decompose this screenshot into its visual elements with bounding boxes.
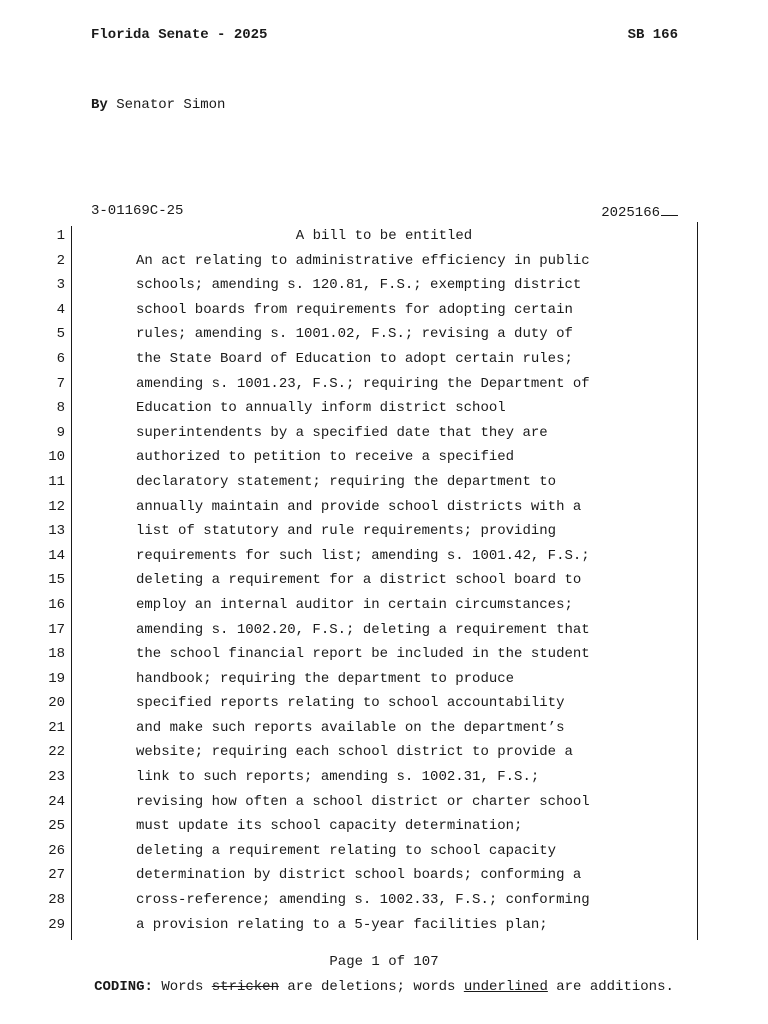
bill-line	[0, 226, 768, 251]
line-number: 12	[48, 498, 65, 515]
bill-file-code-blank	[661, 203, 678, 216]
line-text: amending s. 1002.20, F.S.; deleting a requirement that	[136, 621, 590, 638]
bill-file-code	[601, 203, 678, 221]
bill-line	[0, 915, 768, 940]
coding-underlined-example: underlined	[463, 979, 548, 995]
bill-line	[0, 423, 768, 448]
bill-line	[0, 693, 768, 718]
line-text: revising how often a school district or charter school	[136, 793, 590, 810]
bill-line	[0, 275, 768, 300]
bill-line	[0, 644, 768, 669]
bill-text-lines	[0, 226, 768, 939]
page-indicator: Page 1 of 107	[329, 954, 439, 970]
coding-legend	[0, 979, 768, 995]
line-number: 5	[56, 326, 65, 343]
coding-stricken-example: stricken	[211, 979, 279, 995]
line-number: 9	[56, 424, 65, 441]
bill-line	[0, 742, 768, 767]
bill-line	[0, 251, 768, 276]
line-number: 26	[48, 842, 65, 859]
line-number: 11	[48, 473, 65, 490]
bill-line	[0, 570, 768, 595]
line-number: 2	[56, 252, 65, 269]
line-text: the State Board of Education to adopt certain rules;	[136, 350, 573, 367]
line-text: must update its school capacity determination;	[136, 818, 523, 835]
line-text: annually maintain and provide school districts with a	[136, 498, 582, 515]
line-text: declaratory statement; requiring the department to	[136, 473, 557, 490]
line-number: 19	[48, 670, 65, 687]
line-text: rules; amending s. 1001.02, F.S.; revising a duty of	[136, 326, 573, 343]
bill-line	[0, 324, 768, 349]
bill-line	[0, 841, 768, 866]
bill-line	[0, 374, 768, 399]
bill-line	[0, 620, 768, 645]
line-number: 3	[56, 277, 65, 294]
line-number: 25	[48, 818, 65, 835]
bill-line	[0, 669, 768, 694]
line-number: 16	[48, 596, 65, 613]
line-number: 13	[48, 523, 65, 540]
line-number: 15	[48, 572, 65, 589]
line-number: 29	[48, 916, 65, 933]
line-number: 14	[48, 547, 65, 564]
bill-line	[0, 300, 768, 325]
line-text: and make such reports available on the department’s	[136, 719, 565, 736]
bill-draft-code: 3-01169C-25	[91, 203, 184, 219]
line-number: 27	[48, 867, 65, 884]
line-text: link to such reports; amending s. 1002.31, F.S.;	[136, 769, 540, 786]
bill-number: SB 166	[627, 27, 678, 43]
line-text: superintendents by a specified date that they are	[136, 424, 548, 441]
line-number: 18	[48, 646, 65, 663]
line-text: a provision relating to a 5-year facilities plan;	[136, 916, 548, 933]
bill-line	[0, 767, 768, 792]
line-text: employ an internal auditor in certain circumstances;	[136, 596, 573, 613]
line-number: 4	[56, 301, 65, 318]
bill-line	[0, 595, 768, 620]
line-number: 24	[48, 793, 65, 810]
bill-line	[0, 546, 768, 571]
line-number: 7	[56, 375, 65, 392]
bill-line	[0, 497, 768, 522]
line-number: 21	[48, 719, 65, 736]
bill-line	[0, 816, 768, 841]
line-number: 28	[48, 892, 65, 909]
bill-title-line: A bill to be entitled	[295, 228, 473, 244]
bill-line	[0, 447, 768, 472]
sponsor-prefix: By	[91, 97, 108, 113]
line-number: 1	[56, 228, 65, 244]
sponsor-line	[91, 97, 225, 113]
line-number: 10	[48, 449, 65, 466]
line-text: authorized to petition to receive a specified	[136, 449, 515, 466]
line-text: list of statutory and rule requirements; providing	[136, 523, 557, 540]
bill-line	[0, 472, 768, 497]
coding-deletions-text: are deletions; words	[287, 979, 456, 995]
line-text: requirements for such list; amending s. 1001.42, F.S.;	[136, 547, 590, 564]
sponsor-name: Senator Simon	[116, 97, 226, 113]
document-header-chamber: Florida Senate - 2025	[91, 27, 268, 43]
line-number: 6	[56, 350, 65, 367]
line-text: amending s. 1001.23, F.S.; requiring the Department of	[136, 375, 590, 392]
line-text: deleting a requirement for a district school board to	[136, 572, 582, 589]
line-text: cross-reference; amending s. 1002.33, F.S.; conforming	[136, 892, 590, 909]
bill-line	[0, 521, 768, 546]
line-text: specified reports relating to school accountability	[136, 695, 565, 712]
bill-line	[0, 718, 768, 743]
bill-line	[0, 865, 768, 890]
line-number: 22	[48, 744, 65, 761]
line-text: school boards from requirements for adopting certain	[136, 301, 573, 318]
coding-words: Words	[161, 979, 204, 995]
line-number: 8	[56, 400, 65, 417]
bill-line	[0, 890, 768, 915]
line-text: website; requiring each school district to provide a	[136, 744, 573, 761]
line-text: determination by district school boards; conforming a	[136, 867, 582, 884]
coding-label: CODING:	[94, 979, 153, 995]
line-number: 23	[48, 769, 65, 786]
line-text: Education to annually inform district school	[136, 400, 506, 417]
bill-file-code-text: 2025166	[601, 205, 660, 221]
line-number: 20	[48, 695, 65, 712]
line-text: handbook; requiring the department to produce	[136, 670, 515, 687]
line-number: 17	[48, 621, 65, 638]
bill-line	[0, 398, 768, 423]
bill-line	[0, 792, 768, 817]
line-text: An act relating to administrative efficiency in public	[136, 252, 590, 269]
line-text: deleting a requirement relating to school capacity	[136, 842, 557, 859]
line-text: the school financial report be included in the student	[136, 646, 590, 663]
bill-line	[0, 349, 768, 374]
coding-additions-text: are additions.	[556, 979, 674, 995]
line-text: schools; amending s. 120.81, F.S.; exempting district	[136, 277, 582, 294]
